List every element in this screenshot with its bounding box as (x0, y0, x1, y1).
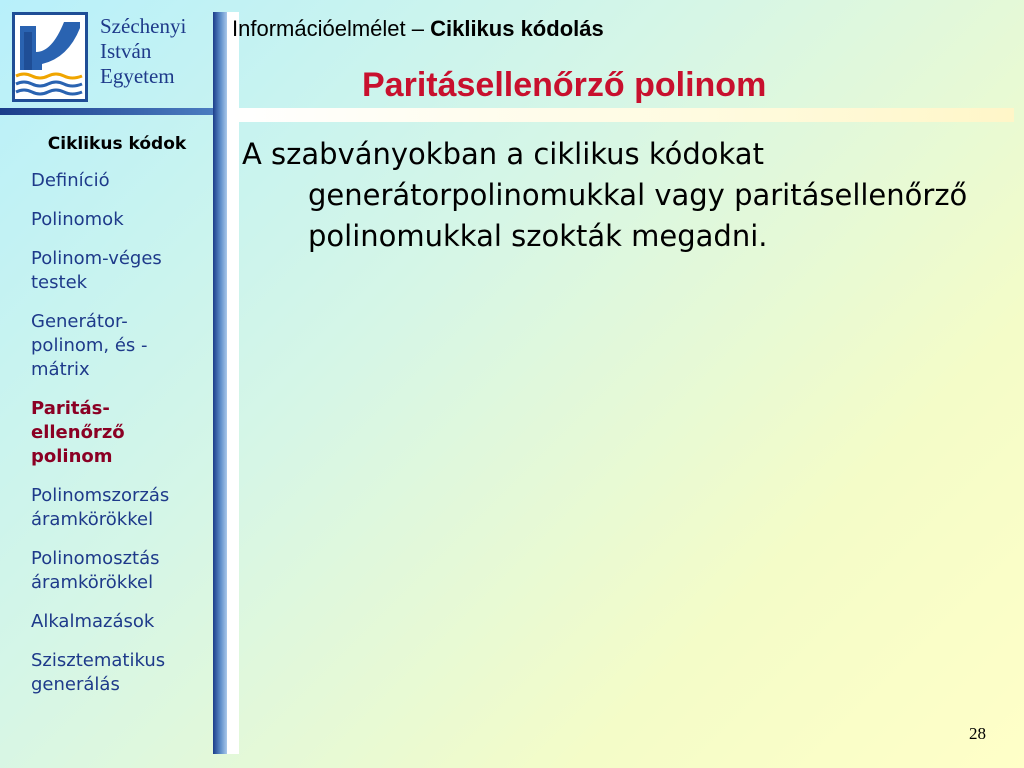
slide-body-text: A szabványokban a ciklikus kódokat generátorpolinomukkal vagy paritásellenőrző polinomukkal szokták megadni. (242, 137, 968, 253)
sidebar-item-generator-polinom[interactable]: Generátor-polinom, és -mátrix (31, 311, 148, 380)
header-divider-left (0, 108, 214, 115)
sidebar-item-polinomosztas[interactable]: Polinomosztás áramkörökkel (31, 548, 160, 593)
sidebar-item-szisztematikus-generalas[interactable]: Szisztematikus generálás (31, 650, 166, 695)
sidebar-item-definicio[interactable]: Definíció (31, 170, 110, 191)
sidebar-item-polinom-veges-testek[interactable]: Polinom-véges testek (31, 248, 162, 293)
university-name-line3: Egyetem (100, 64, 175, 88)
university-bridge-logo-icon (12, 12, 88, 102)
university-name-line2: István (100, 39, 152, 63)
vertical-accent-bar (213, 12, 227, 754)
sidebar-header: Ciklikus kódok (47, 134, 187, 154)
course-subject-prefix: Információelmélet – (232, 16, 431, 41)
sidebar-item-alkalmazasok[interactable]: Alkalmazások (31, 611, 155, 632)
sidebar-nav (0, 128, 212, 697)
sidebar-item-polinomok[interactable]: Polinomok (31, 209, 124, 230)
course-subject-bold: Ciklikus kódolás (430, 16, 604, 41)
sidebar-item-polinomszorzas[interactable]: Polinomszorzás áramkörökkel (31, 485, 170, 530)
slide-title: Paritásellenőrző polinom (362, 66, 767, 104)
sidebar-nav-list (0, 169, 212, 697)
page-number: 28 (969, 724, 986, 743)
vertical-white-strip (227, 12, 239, 754)
sidebar-item-paritas-ellenorzo-polinom[interactable]: Paritás-ellenőrző polinom (31, 398, 125, 467)
header-divider-right (230, 108, 1014, 122)
course-subject (232, 16, 604, 42)
university-name-line1: Széchenyi (100, 14, 187, 38)
university-name (100, 14, 186, 89)
